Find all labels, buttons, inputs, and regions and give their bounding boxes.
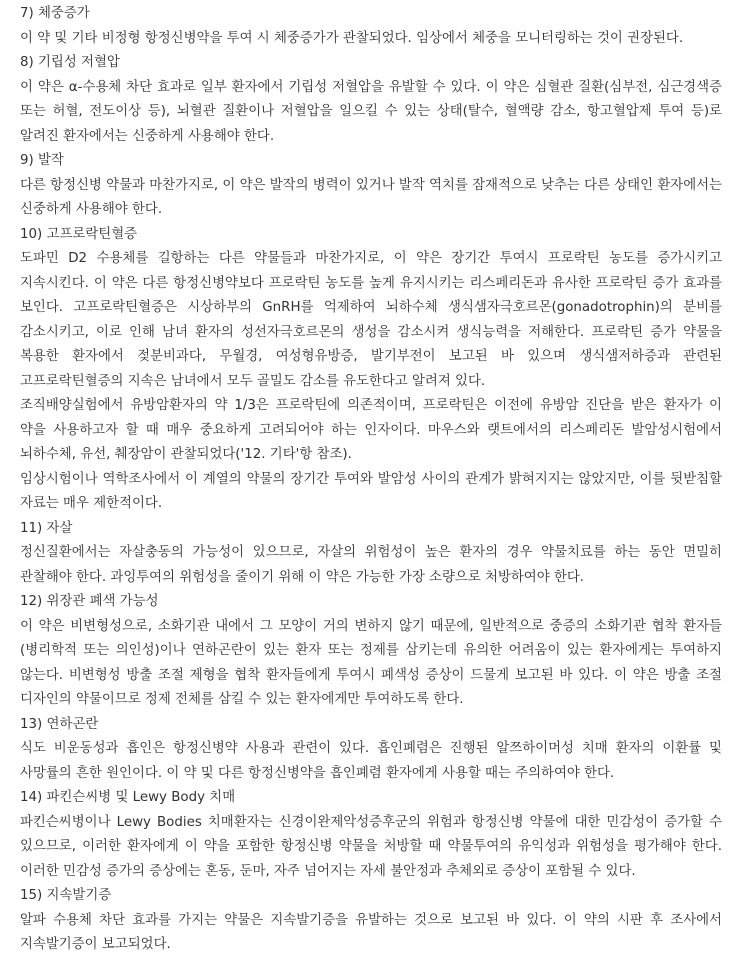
section-heading: 9) 발작 — [20, 153, 64, 168]
section-heading: 12) 위장관 폐색 가능성 — [20, 594, 159, 609]
paragraph: 이 약 및 기타 비정형 항정신병약을 투여 시 체중증가가 관찰되었다. 임상에서 체중을 모니터링하는 것이 권장된다. — [20, 30, 684, 46]
section-heading: 7) 체중증가 — [20, 6, 90, 21]
section-heading: 10) 고프로락틴혈증 — [20, 226, 138, 242]
paragraph: 정신질환에서는 자살충동의 가능성이 있으므로, 자살의 위험성이 높은 환자의 경우 약물치료를 하는 동안 면밀히 관찰해야 한다. 과잉투여의 위험성을 줄이기 위해 이 약은 가능한 가장 소량으로 처방하여야 한다. — [20, 545, 722, 585]
section-hyperprolactinemia — [20, 223, 722, 517]
paragraph: 이 약은 α-수용체 차단 효과로 일부 환자에서 기립성 저혈압을 유발할 수 있다. 이 약은 심혈관 질환(심부전, 심근경색증 또는 허혈, 전도이상 등), 뇌혈관 질환이나 저혈압을 일으킬 수 있는 상태(탈수, 혈액량 감소, 항고혈압제 투여 등)로 알려진 환자에서는 신중하게 사용해야 한다. — [20, 79, 722, 144]
paragraph: 알파 수용체 차단 효과를 가지는 약물은 지속발기증을 유발하는 것으로 보고된 바 있다. 이 약의 시판 후 조사에서 지속발기증이 보고되었다. — [20, 912, 722, 952]
section-heading: 11) 자살 — [20, 520, 73, 536]
paragraph: 파킨슨씨병이나 Lewy Bodies 치매환자는 신경이완제악성증후군의 위험과 항정신병 약물에 대한 민감성이 증가할 수 있으므로, 이러한 환자에게 이 약을 포함한 항정신병 약물을 처방할 때 약물투여의 유익성과 위험성을 평가해야 한다. 이러한 민감성 증가의 증상에는 혼동, 둔마, 자주 넘어지는 자세 불안정과 추체외로 증상이 포함될 수 있다. — [20, 814, 722, 879]
section-parkinsons-lewy-body — [20, 786, 722, 884]
section-heading: 8) 기립성 저혈압 — [20, 55, 120, 70]
section-seizure — [20, 149, 722, 223]
section-heading: 15) 지속발기증 — [20, 888, 112, 903]
paragraph: 이 약은 비변형성으로, 소화기관 내에서 그 모양이 거의 변하지 않기 때문에, 일반적으로 중증의 소화기관 협착 환자들(병리학적 또는 의인성)이나 연하곤란이 있는 환자 또는 정제를 삼키는데 유의한 어려움이 있는 환자에게는 투여하지 않는다. 비변형성 방출 조절 제형을 협착 환자들에게 투여시 폐색성 증상이 드물게 보고된 바 있다. 이 약은 방출 조절 디자인의 약물이므로 정제 전체를 삼킬 수 있는 환자에게만 투여하도록 한다. — [20, 618, 722, 707]
section-dysphagia — [20, 713, 722, 787]
section-gi-obstruction — [20, 590, 722, 713]
paragraph: 식도 비운동성과 흡인은 항정신병약 사용과 관련이 있다. 흡인폐렴은 진행된 알쯔하이머성 치매 환자의 이환률 및 사망률의 흔한 원인이다. 이 약 및 다른 항정신병약을 흡인폐렴 환자에게 사용할 때는 주의하여야 한다. — [20, 741, 722, 781]
section-weight-gain — [20, 2, 722, 51]
section-orthostatic-hypotension — [20, 51, 722, 149]
section-heading: 13) 연하곤란 — [20, 716, 99, 732]
paragraph: 임상시험이나 역학조사에서 이 계열의 약물의 장기간 투여와 발암성 사이의 관계가 밝혀지지는 않았지만, 이를 뒷받침할 자료는 매우 제한적이다. — [20, 471, 722, 511]
section-heading: 14) 파킨슨씨병 및 Lewy Body 치매 — [20, 790, 236, 805]
section-suicide — [20, 517, 722, 591]
section-priapism — [20, 884, 722, 958]
paragraph: 다른 항정신병 약물과 마찬가지로, 이 약은 발작의 병력이 있거나 발작 역치를 잠재적으로 낮추는 다른 상태인 환자에서는 신중하게 사용해야 한다. — [20, 177, 722, 217]
document-body — [20, 2, 722, 958]
paragraph: 도파민 D2 수용체를 길항하는 다른 약물들과 마찬가지로, 이 약은 장기간 투여시 프로락틴 농도를 증가시키고 지속시킨다. 이 약은 다른 항정신병약보다 프로락틴 농도를 높게 유지시키는 리스페리돈과 유사한 프로락틴 증가 효과를 보인다. 고프로락틴혈증은 시상하부의 GnRH를 억제하여 뇌하수체 생식샘자극호르몬(gonadotrophin)의 분비를 감소시키고, 이로 인해 남녀 환자의 성선자극호르몬의 생성을 감소시켜 생식능력을 저해한다. 프로락틴 증가 약물을 복용한 환자에서 젖분비과다, 무월경, 여성형유방증, 발기부전이 보고된 바 있으며 생식샘저하증과 관련된 고프로락틴혈증의 지속은 남녀에서 모두 골밀도 감소를 유도한다고 알려져 있다. — [20, 251, 722, 389]
paragraph: 조직배양실험에서 유방암환자의 약 1/3은 프로락틴에 의존적이며, 프로락틴은 이전에 유방암 진단을 받은 환자가 이 약을 사용하고자 할 때 매우 중요하게 고려되어야 하는 인자이다. 마우스와 랫트에서의 리스페리돈 발암성시험에서 뇌하수체, 유선, 췌장암이 관찰되었다('12. 기타'항 참조). — [20, 398, 722, 462]
